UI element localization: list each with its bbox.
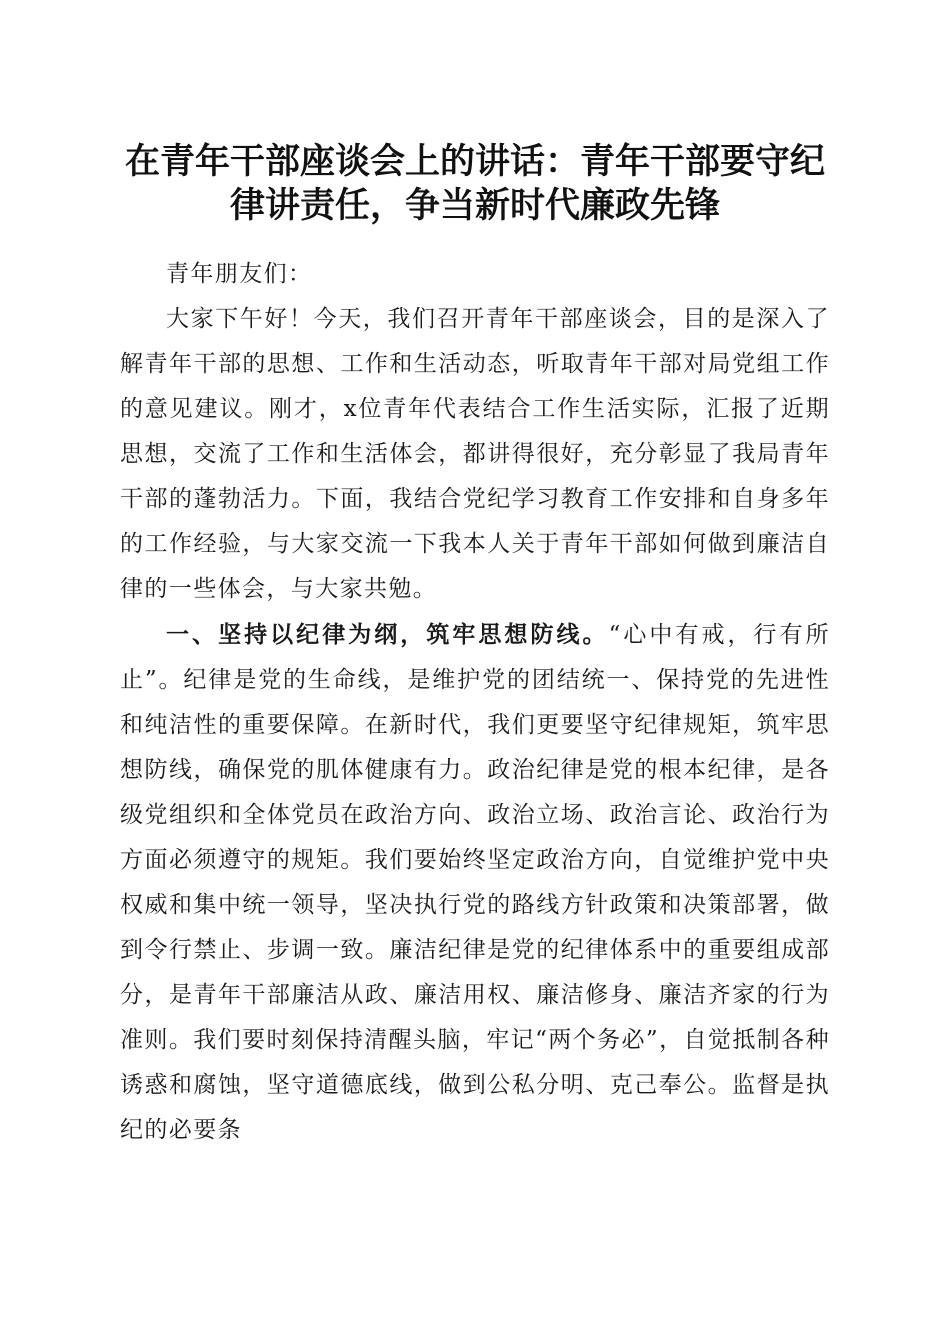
section-1-heading: 一、坚持以纪律为纲，筑牢思想防线。 bbox=[166, 621, 609, 648]
salutation: 青年朋友们： bbox=[166, 261, 313, 287]
title-line-1: 在青年干部座谈会上的讲话：青年干部要守纪 bbox=[124, 141, 825, 182]
section-1-paragraph bbox=[120, 612, 830, 1153]
title-line-2: 律讲责任，争当新时代廉政先锋 bbox=[229, 185, 720, 226]
document-body bbox=[120, 252, 830, 1153]
intro-paragraph: 大家下午好！今天，我们召开青年干部座谈会，目的是深入了解青年干部的思想、工作和生活动态，听取青年干部对局党组工作的意见建议。刚才，x位青年代表结合工作生活实际，汇报了近期思想，交流了工作和生活体会，都讲得很好，充分彰显了我局青年干部的蓬勃活力。下面，我结合党纪学习教育工作安排和自身多年的工作经验，与大家交流一下我本人关于青年干部如何做到廉洁自律的一些体会，与大家共勉。 bbox=[120, 306, 830, 602]
document-title bbox=[100, 140, 850, 228]
section-1-text: “心中有戒，行有所止”。纪律是党的生命线，是维护党的团结统一、保持党的先进性和纯洁性的重要保障。在新时代，我们更要坚守纪律规矩，筑牢思想防线，确保党的肌体健康有力。政治纪律是党的根本纪律，是各级党组织和全体党员在政治方向、政治立场、政治言论、政治行为方面必须遵守的规矩。我们要始终坚定政治方向，自觉维护党中央权威和集中统一领导，坚决执行党的路线方针政策和决策部署，做到令行禁止、步调一致。廉洁纪律是党的纪律体系中的重要组成部分，是青年干部廉洁从政、廉洁用权、廉洁修身、廉洁齐家的行为准则。我们要时刻保持清醒头脑，牢记“两个务必”，自觉抵制各种诱惑和腐蚀，坚守道德底线，做到公私分明、克己奉公。监督是执纪的必要条 bbox=[120, 622, 831, 1143]
